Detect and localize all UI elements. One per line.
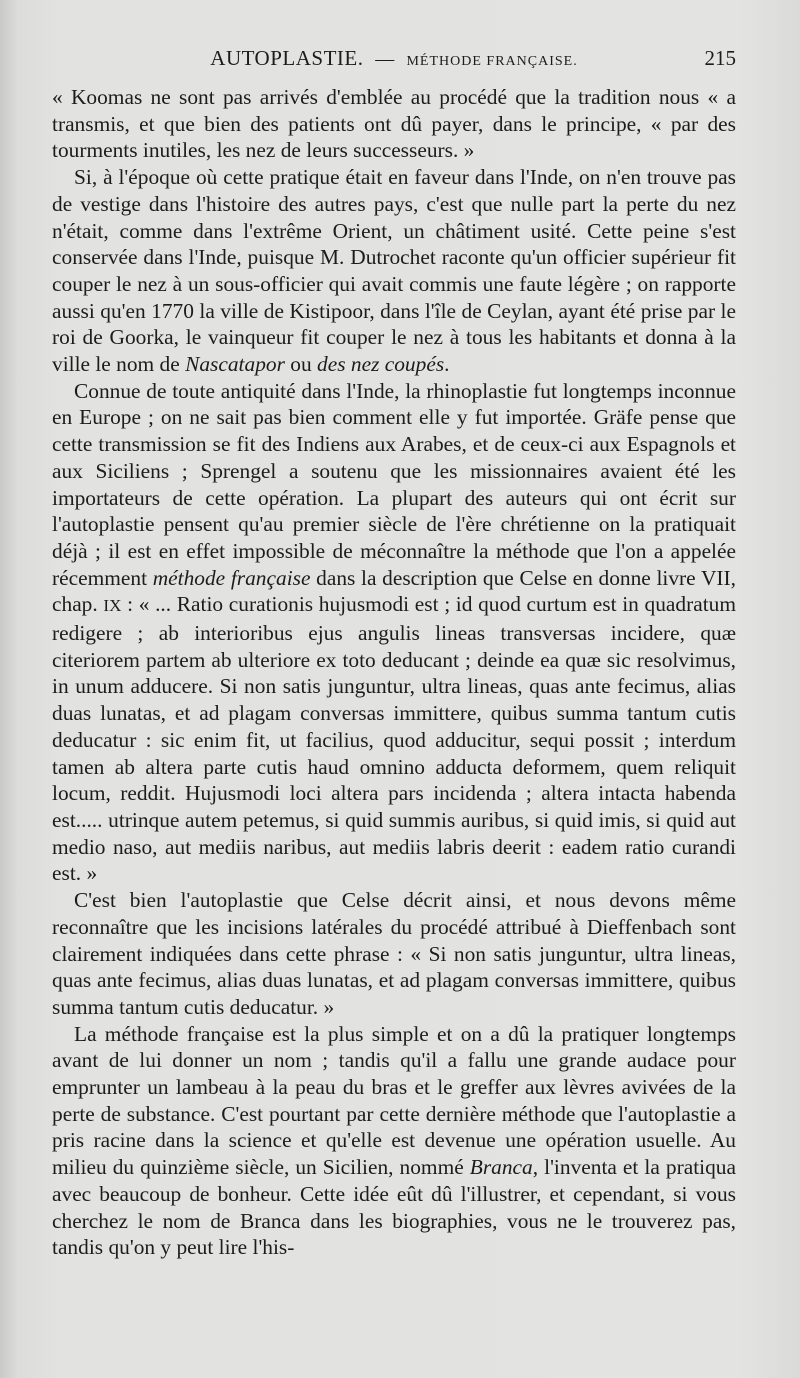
paragraph-text: : « ... Ratio curationis hujusmodi est ; id quod curtum est in quadratum redigere ; ab interioribus ejus angulis lineas transversas incidere, quæ citeriorem partem ab ulteriore ex toto deducant ; deinde ea quæ sic resolvimus, in unum adducere. Si non satis junguntur, ultra lineas, quas ante fecimus, alias duas lunatas, et ad plagam conversas immittere, quibus summa tantum cutis deducatur : sic enim fit, ut facilius, quod adducitur, sequi possit ; interdum tamen ab altera parte cutis haud omnino adducta deformem, quem reliquit locum, reddit. Hujusmodi loci altera pars incidenda ; altera intacta habenda est..... utrinque autem petemus, si quid summis auribus, si quid imis, si quid aut medio naso, aut mediis naribus, aut mediis labris deerit : eadem ratio curandi est. »: [52, 592, 736, 886]
running-head: [52, 46, 736, 71]
paragraph-celse-autoplasty: C'est bien l'autoplastie que Celse décrit ainsi, et nous devons même reconnaître que les incisions latérales du procédé attribué à Dieffenbach sont clairement indiquées dans cette phrase : « Si non satis junguntur, ultra lineas, quas ante fecimus, alias duas lunatas, et ad plagam conversas immittere, quibus summa tantum cutis deducatur. »: [52, 888, 736, 1019]
paragraph-rhinoplasty-history: [52, 378, 736, 887]
italic-term-nez-coupes: des nez coupés: [317, 352, 445, 377]
paragraph-quote-end: « Koomas ne sont pas arrivés d'emblée au procédé que la tradition nous « a transmis, et que bien des patients ont dû payer, dans le principe, « par des tourments inutiles, les nez de leurs successeurs. »: [52, 85, 736, 163]
paragraph-text: Connue de toute antiquité dans l'Inde, la rhinoplastie fut longtemps inconnue en Europe ; on ne sait pas bien comment elle y fut importée. Gräfe pense que cette transmission se fit des Indiens aux Arabes, et de ceux-ci aux Espagnols et aux Siciliens ; Sprengel a soutenu que les missionnaires avaient été les importateurs de cette opération. La plupart des auteurs qui ont écrit sur l'autoplastie pensent qu'au premier siècle de l'ère chrétienne on la pratiquait déjà ; il est en effet impossible de méconnaître la méthode que l'on a appelée récemment: [52, 378, 736, 590]
page-header: [52, 46, 736, 76]
running-head-separator: —: [375, 49, 395, 70]
page-number: 215: [704, 46, 736, 70]
running-head-title: AUTOPLASTIE.: [210, 46, 364, 70]
paragraph-text: , l'inventa et la pratiqua avec beaucoup de bonheur. Cette idée eût dû l'illustrer, et cependant, si vous cherchez le nom de Branca dans les biographies, vous ne le trouverez pas, tandis qu'on y peut lire l'his-: [52, 1155, 736, 1260]
paragraph-text: La méthode française est la plus simple et on a dû la pratiquer longtemps avant de lui donner un nom ; tandis qu'il a fallu une grande audace pour emprunter un lambeau à la peau du bras et le greffer aux lèvres avivées de la perte de substance. C'est pourtant par cette dernière méthode que l'autoplastie a pris racine dans la science et qu'elle est devenue une opération usuelle. Au milieu du quinzième siècle, un Sicilien, nommé: [52, 1021, 736, 1180]
paragraph-text: Si, à l'époque où cette pratique était en faveur dans l'Inde, on n'en trouve pas de vestige dans l'histoire des autres pays, c'est que nulle part la perte du nez n'était, comme dans l'extrême Orient, un châtiment usité. Cette peine s'est conservée dans l'Inde, puisque M. Dutrochet raconte qu'un officier supérieur fit couper le nez à un sous-officier qui avait commis une faute légère ; on rapporte aussi qu'en 1770 la ville de Kistipoor, dans l'île de Ceylan, ayant été prise par le roi de Goorka, le vainqueur fit couper le nez à tous les habitants et donna à la ville le nom de: [52, 165, 736, 377]
body-text: [52, 84, 736, 1261]
italic-term-nascatapor: Nascatapor: [185, 352, 285, 377]
running-head-subtitle: MÉTHODE FRANÇAISE.: [406, 54, 578, 69]
paragraph-text: ou: [284, 352, 318, 377]
chapter-numeral: IX: [103, 596, 122, 616]
italic-term-methode-francaise: méthode française: [152, 565, 311, 590]
paragraph-text: .: [444, 352, 450, 377]
italic-name-branca: Branca: [469, 1155, 533, 1180]
paragraph-nose-punishment: [52, 164, 736, 378]
paragraph-french-method: [52, 1021, 736, 1261]
paragraph-text: dans la description que Celse en donne livre VII, chap.: [52, 565, 736, 617]
